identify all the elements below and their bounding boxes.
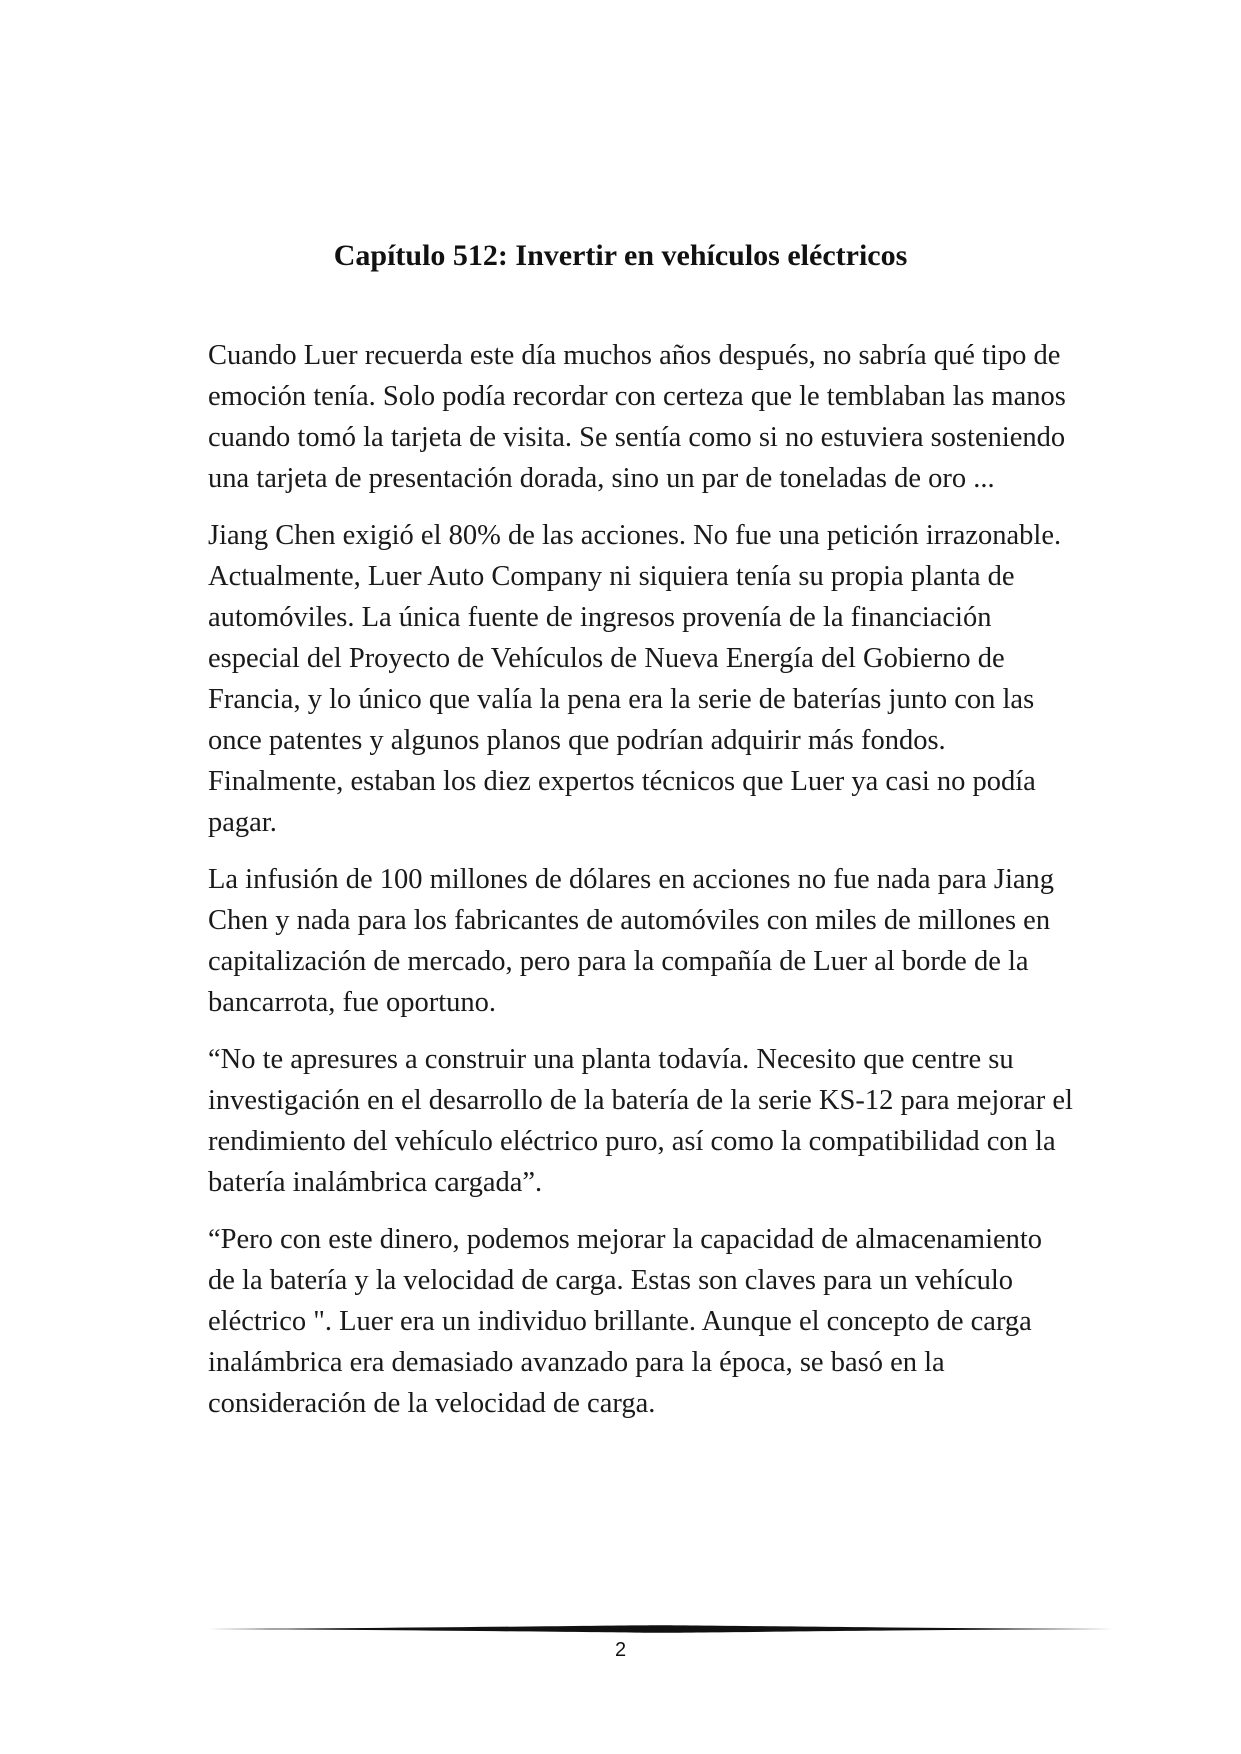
footer-divider: [208, 1623, 1113, 1635]
paragraph-2: Jiang Chen exigió el 80% de las acciones. No fue una petición irrazonable. Actualmente, Luer Auto Company ni siquiera tenía su propia planta de automóviles. La única fuente de ingresos provenía de la financiación especial del Proyecto de Vehículos de Nueva Energía del Gobierno de Francia, y lo único que valía la pena era la serie de baterías junto con las once patentes y algunos planos que podrían adquirir más fondos. Finalmente, estaban los diez expertos técnicos que Luer ya casi no podía pagar.: [208, 520, 1062, 838]
paragraph-3: La infusión de 100 millones de dólares en acciones no fue nada para Jiang Chen y nada para los fabricantes de automóviles con miles de millones en capitalización de mercado, pero para la compañía de Luer al borde de la bancarrota, fue oportuno.: [208, 864, 1055, 1018]
paragraph-5: “Pero con este dinero, podemos mejorar la capacidad de almacenamiento de la batería y la velocidad de carga. Estas son claves para un vehículo eléctrico ". Luer era un individuo brillante. Aunque el concepto de carga inalámbrica era demasiado avanzado para la época, se basó en la consideración de la velocidad de carga.: [208, 1224, 1043, 1419]
chapter-body: [208, 335, 1073, 1440]
page-number: 2: [614, 1639, 627, 1661]
paragraph-1: Cuando Luer recuerda este día muchos años después, no sabría qué tipo de emoción tenía. Solo podía recordar con certeza que le temblaban las manos cuando tomó la tarjeta de visita. Se sentía como si no estuviera sosteniendo una tarjeta de presentación dorada, sino un par de toneladas de oro ...: [208, 340, 1066, 494]
chapter-title: Capítulo 512: Invertir en vehículos eléctricos: [333, 239, 908, 272]
paragraph-4: “No te apresures a construir una planta todavía. Necesito que centre su investigación en el desarrollo de la batería de la serie KS-12 para mejorar el rendimiento del vehículo eléctrico puro, así como la compatibilidad con la batería inalámbrica cargada”.: [208, 1044, 1073, 1198]
